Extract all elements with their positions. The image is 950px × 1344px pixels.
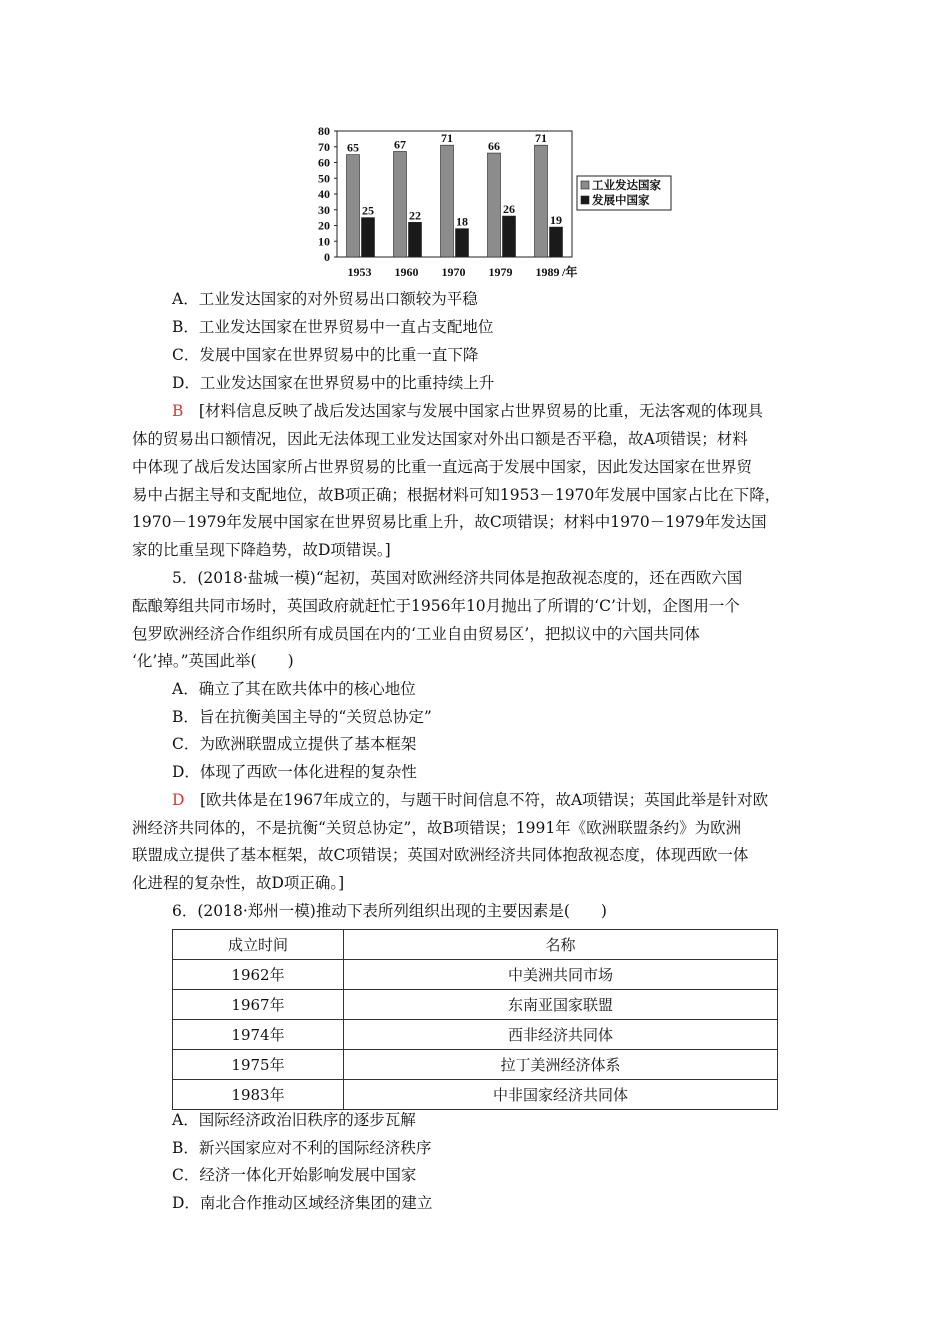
table-cell-name: 西非经济共同体 bbox=[344, 1020, 778, 1050]
q4-explanation-line-5: 1970－1979年发展中国家在世界贸易比重上升，故C项错误；材料中1970－1979年发达国 bbox=[132, 513, 767, 531]
bar-developing bbox=[550, 227, 563, 257]
table-cell-name: 中美洲共同市场 bbox=[344, 960, 778, 990]
q4-option-d: D．工业发达国家在世界贸易中的比重持续上升 bbox=[172, 374, 495, 392]
y-tick-label: 40 bbox=[318, 187, 330, 201]
table-cell-name: 中非国家经济共同体 bbox=[344, 1080, 778, 1110]
data-label: 66 bbox=[488, 139, 500, 154]
y-tick-label: 0 bbox=[324, 250, 330, 264]
q5-stem-line-3: 包罗欧洲经济合作组织所有成员国在内的‘工业自由贸易区’，把拟议中的六国共同体 bbox=[132, 625, 700, 643]
y-tick-label: 20 bbox=[318, 218, 330, 233]
bar-developed bbox=[535, 145, 548, 257]
q5-answer: D bbox=[172, 791, 185, 809]
data-label: 18 bbox=[456, 214, 468, 229]
q5-option-a: A．确立了其在欧共体中的核心地位 bbox=[172, 680, 416, 698]
data-label: 26 bbox=[503, 202, 515, 217]
bar-developing bbox=[456, 229, 469, 257]
table-cell-name: 东南亚国家联盟 bbox=[344, 990, 778, 1020]
table-cell-time: 1974年 bbox=[173, 1020, 344, 1050]
q6-option-b: B．新兴国家应对不利的国际经济秩序 bbox=[172, 1139, 432, 1157]
q6-option-a: A．国际经济政治旧秩序的逐步瓦解 bbox=[172, 1111, 416, 1129]
legend-swatch bbox=[581, 181, 589, 189]
table-row bbox=[173, 1080, 778, 1110]
chart-bars bbox=[347, 131, 563, 257]
bar-developing bbox=[503, 216, 516, 257]
data-label: 67 bbox=[394, 137, 406, 152]
q4-explanation-line-2: 体的贸易出口额情况，因此无法体现工业发达国家对外出口额是否平稳，故A项错误；材料 bbox=[132, 430, 748, 448]
trade-share-bar-chart bbox=[0, 0, 950, 290]
q5-stem-line-1: 5．(2018·盐城一模)“起初，英国对欧洲经济共同体是抱敌视态度的，还在西欧六国 bbox=[172, 569, 743, 587]
organizations-table bbox=[172, 929, 778, 1110]
q4-option-c: C．发展中国家在世界贸易中的比重一直下降 bbox=[172, 346, 479, 364]
q6-option-c: C．经济一体化开始影响发展中国家 bbox=[172, 1166, 417, 1184]
legend-label: 发展中国家 bbox=[592, 195, 650, 207]
bar-developing bbox=[409, 222, 422, 257]
x-tick-label: 1979 bbox=[488, 265, 513, 279]
data-label: 25 bbox=[362, 203, 374, 218]
data-label: 71 bbox=[535, 131, 547, 146]
q5-option-b: B．旨在抗衡美国主导的“关贸总协定” bbox=[172, 708, 432, 726]
bar-developed bbox=[347, 155, 360, 257]
data-label: 71 bbox=[441, 131, 453, 146]
table-cell-name: 拉丁美洲经济体系 bbox=[344, 1050, 778, 1080]
q4-explanation-line-3: 中体现了战后发达国家所占世界贸易的比重一直远高于发展中国家，因此发达国家在世界贸 bbox=[132, 458, 753, 476]
bar-developed bbox=[394, 151, 407, 257]
y-tick-label: 70 bbox=[318, 139, 330, 154]
q5-explanation-line-2: 洲经济共同体的，不是抗衡“关贸总协定”，故B项错误；1991年《欧洲联盟条约》为欧洲 bbox=[132, 819, 742, 837]
table-row bbox=[173, 1020, 778, 1050]
chart-legend bbox=[577, 176, 671, 210]
q6-stem: 6．(2018·郑州一模)推动下表所列组织出现的主要因素是( ) bbox=[172, 902, 607, 920]
q5-stem-line-4: ‘化’掉。”英国此举( ) bbox=[132, 652, 294, 670]
x-tick-label: 1953 bbox=[347, 265, 372, 279]
q5-option-c: C．为欧洲联盟成立提供了基本框架 bbox=[172, 735, 417, 753]
x-tick-label: 1960 bbox=[394, 265, 419, 279]
q5-explanation-line-3: 联盟成立提供了基本框架，故C项错误；英国对欧洲经济共同体抱敌视态度，体现西欧一体 bbox=[132, 846, 749, 864]
table-cell-time: 1975年 bbox=[173, 1050, 344, 1080]
table-header-row bbox=[173, 930, 778, 960]
y-tick-label: 80 bbox=[318, 124, 330, 138]
legend-label: 工业发达国家 bbox=[592, 180, 661, 192]
y-tick-label: 10 bbox=[318, 234, 330, 249]
y-tick-label: 60 bbox=[318, 155, 330, 170]
x-axis-unit: /年 bbox=[562, 265, 578, 279]
q5-explanation-line-4: 化进程的复杂性，故D项正确。] bbox=[132, 874, 345, 892]
table-header-name: 名称 bbox=[344, 930, 778, 960]
x-tick-label: 1989 bbox=[535, 265, 560, 279]
table-row bbox=[173, 990, 778, 1020]
q5-stem-line-2: 酝酿筹组共同市场时，英国政府就赶忙于1956年10月抛出了所谓的‘C’计划，企图用一个 bbox=[132, 597, 740, 615]
q4-explanation-line-1: B [材料信息反映了战后发达国家与发展中国家占世界贸易的比重，无法客观的体现具 bbox=[172, 402, 763, 420]
q4-explanation-line-6: 家的比重呈现下降趋势，故D项错误。] bbox=[132, 541, 391, 559]
legend-swatch bbox=[581, 196, 589, 204]
data-label: 22 bbox=[409, 208, 421, 223]
data-label: 65 bbox=[347, 140, 359, 155]
y-tick-label: 30 bbox=[318, 202, 330, 217]
q5-option-d: D．体现了西欧一体化进程的复杂性 bbox=[172, 763, 417, 781]
table-cell-time: 1967年 bbox=[173, 990, 344, 1020]
q5-explanation-line-1: D [欧共体是在1967年成立的，与题干时间信息不符，故A项错误；英国此举是针对欧 bbox=[172, 791, 769, 809]
q4-option-a: A．工业发达国家的对外贸易出口额较为平稳 bbox=[172, 290, 478, 308]
bar-developed bbox=[441, 145, 454, 257]
bar-developing bbox=[362, 218, 375, 257]
table-row bbox=[173, 1050, 778, 1080]
q4-explanation-line-4: 易中占据主导和支配地位，故B项正确；根据材料可知1953－1970年发展中国家占比在下降， bbox=[132, 486, 781, 504]
y-tick-label: 50 bbox=[318, 171, 330, 186]
q6-option-d: D．南北合作推动区域经济集团的建立 bbox=[172, 1194, 433, 1212]
table-header-time: 成立时间 bbox=[173, 930, 344, 960]
table-cell-time: 1983年 bbox=[173, 1080, 344, 1110]
x-tick-label: 1970 bbox=[441, 265, 466, 279]
table-cell-time: 1962年 bbox=[173, 960, 344, 990]
table-row bbox=[173, 960, 778, 990]
bar-developed bbox=[488, 153, 501, 257]
q4-option-b: B．工业发达国家在世界贸易中一直占支配地位 bbox=[172, 318, 494, 336]
q4-answer: B bbox=[172, 402, 184, 420]
data-label: 19 bbox=[550, 213, 562, 228]
